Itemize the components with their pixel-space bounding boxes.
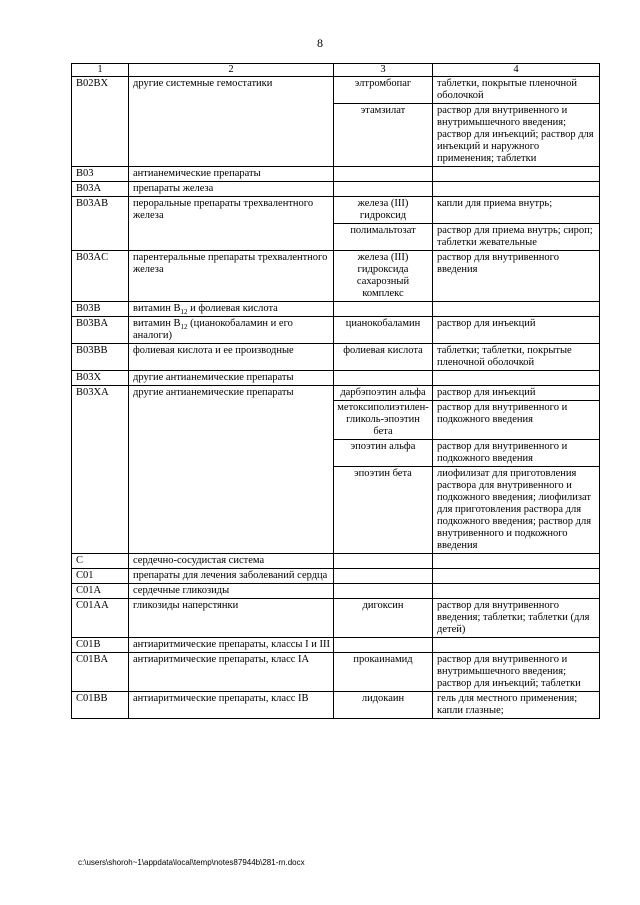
code-cell: C01B <box>72 638 129 653</box>
table-row <box>72 440 600 467</box>
table-row <box>72 344 600 371</box>
name-cell: фолиевая кислота и ее производные <box>129 344 334 371</box>
name-cell: антиаритмические препараты, классы I и III <box>129 638 334 653</box>
form-cell: раствор для внутривенного и подкожного введения <box>433 440 600 467</box>
code-cell: C01BA <box>72 653 129 692</box>
form-cell <box>433 371 600 386</box>
table-row <box>72 638 600 653</box>
drug-cell: железа (III) гидроксида сахарозный комплекс <box>334 251 433 302</box>
page-number: 8 <box>317 36 323 50</box>
drug-cell <box>334 554 433 569</box>
code-cell: C01 <box>72 569 129 584</box>
table-row <box>72 554 600 569</box>
form-cell: раствор для внутривенного и внутримышечного введения; раствор для инъекций; раствор для инъекций и наружного применения; таблетки <box>433 104 600 167</box>
drug-cell: элтромбопаг <box>334 77 433 104</box>
footer-file-path: c:\users\shoroh~1\appdata\local\temp\notes87944b\281-rn.docx <box>78 858 305 867</box>
table-row <box>72 653 600 692</box>
form-cell: таблетки, покрытые пленочной оболочкой <box>433 77 600 104</box>
form-cell: раствор для внутривенного и подкожного введения <box>433 401 600 440</box>
code-cell <box>72 104 129 167</box>
name-text: витамин B <box>133 318 181 329</box>
form-cell: таблетки; таблетки, покрытые пленочной оболочкой <box>433 344 600 371</box>
code-cell: B03AB <box>72 197 129 224</box>
table-header-row <box>72 64 600 77</box>
code-cell <box>72 224 129 251</box>
name-text: и фолиевая кислота <box>187 303 278 314</box>
table-row <box>72 167 600 182</box>
drug-cell: полимальтозат <box>334 224 433 251</box>
name-cell <box>129 440 334 467</box>
table-row <box>72 197 600 224</box>
code-cell: B03B <box>72 302 129 317</box>
drug-cell: прокаинамид <box>334 653 433 692</box>
table-row <box>72 692 600 719</box>
drug-cell: цианокобаламин <box>334 317 433 344</box>
code-cell <box>72 440 129 467</box>
table-row <box>72 401 600 440</box>
form-cell: раствор для внутривенного и внутримышечного введения; раствор для инъекций; таблетки <box>433 653 600 692</box>
name-cell: сердечные гликозиды <box>129 584 334 599</box>
drug-cell: этамзилат <box>334 104 433 167</box>
table-row <box>72 371 600 386</box>
table-row <box>72 569 600 584</box>
name-cell: препараты железа <box>129 182 334 197</box>
drug-cell: метоксиполиэтилен-гликоль-эпоэтин бета <box>334 401 433 440</box>
table-row <box>72 386 600 401</box>
drug-cell <box>334 167 433 182</box>
code-cell: B03AC <box>72 251 129 302</box>
name-cell <box>129 317 334 344</box>
name-cell: гликозиды наперстянки <box>129 599 334 638</box>
table-row <box>72 317 600 344</box>
name-subscript: 12 <box>180 323 188 332</box>
drug-cell: фолиевая кислота <box>334 344 433 371</box>
drug-table <box>71 63 600 719</box>
code-cell: C01A <box>72 584 129 599</box>
name-cell: другие системные гемостатики <box>129 77 334 104</box>
name-cell: парентеральные препараты трехвалентного железа <box>129 251 334 302</box>
form-cell: гель для местного применения; капли глазные; <box>433 692 600 719</box>
code-cell: B03BB <box>72 344 129 371</box>
name-cell <box>129 224 334 251</box>
drug-cell <box>334 584 433 599</box>
form-cell <box>433 569 600 584</box>
code-cell: B02BX <box>72 77 129 104</box>
drug-cell: лидокаин <box>334 692 433 719</box>
table-row <box>72 467 600 554</box>
form-cell: раствор для инъекций <box>433 386 600 401</box>
code-cell: B03A <box>72 182 129 197</box>
name-cell: пероральные препараты трехвалентного железа <box>129 197 334 224</box>
name-cell: препараты для лечения заболеваний сердца <box>129 569 334 584</box>
form-cell <box>433 182 600 197</box>
drug-cell: дарбэпоэтин альфа <box>334 386 433 401</box>
name-cell: другие антианемические препараты <box>129 371 334 386</box>
header-cell: 1 <box>72 64 129 77</box>
table-row <box>72 251 600 302</box>
name-subscript: 12 <box>180 308 188 317</box>
table-row <box>72 77 600 104</box>
name-cell: антиаритмические препараты, класс IA <box>129 653 334 692</box>
code-cell: B03BA <box>72 317 129 344</box>
drug-cell: железа (III) гидроксид <box>334 197 433 224</box>
form-cell: капли для приема внутрь; <box>433 197 600 224</box>
form-cell <box>433 302 600 317</box>
table-row <box>72 224 600 251</box>
name-cell <box>129 104 334 167</box>
name-cell: другие антианемические препараты <box>129 386 334 401</box>
name-cell: сердечно-сосудистая система <box>129 554 334 569</box>
drug-cell: эпоэтин альфа <box>334 440 433 467</box>
code-cell: B03XA <box>72 386 129 401</box>
form-cell <box>433 554 600 569</box>
form-cell: раствор для инъекций <box>433 317 600 344</box>
drug-cell <box>334 302 433 317</box>
code-cell <box>72 467 129 554</box>
code-cell: B03 <box>72 167 129 182</box>
form-cell: раствор для внутривенного введения <box>433 251 600 302</box>
name-cell <box>129 467 334 554</box>
drug-cell <box>334 182 433 197</box>
drug-cell: эпоэтин бета <box>334 467 433 554</box>
code-cell: C01BB <box>72 692 129 719</box>
code-cell: C <box>72 554 129 569</box>
code-cell: C01AA <box>72 599 129 638</box>
header-cell: 4 <box>433 64 600 77</box>
drug-cell <box>334 569 433 584</box>
header-cell: 3 <box>334 64 433 77</box>
table-row <box>72 584 600 599</box>
form-cell: раствор для приема внутрь; сироп; таблетки жевательные <box>433 224 600 251</box>
name-cell <box>129 302 334 317</box>
form-cell: раствор для внутривенного введения; таблетки; таблетки (для детей) <box>433 599 600 638</box>
name-text: витамин B <box>133 303 181 314</box>
name-cell <box>129 401 334 440</box>
name-cell: антиаритмические препараты, класс IB <box>129 692 334 719</box>
code-cell <box>72 401 129 440</box>
drug-cell <box>334 638 433 653</box>
form-cell <box>433 584 600 599</box>
form-cell <box>433 638 600 653</box>
drug-cell: дигоксин <box>334 599 433 638</box>
form-cell: лиофилизат для приготовления раствора для внутривенного и подкожного введения; лиофилизат для приготовления раствора для подкожного введения; раствор для внутривенного и подкожного введения <box>433 467 600 554</box>
table-row <box>72 302 600 317</box>
header-cell: 2 <box>129 64 334 77</box>
table-row <box>72 182 600 197</box>
drug-cell <box>334 371 433 386</box>
form-cell <box>433 167 600 182</box>
table-row <box>72 599 600 638</box>
name-cell: антианемические препараты <box>129 167 334 182</box>
code-cell: B03X <box>72 371 129 386</box>
name-text: (цианокобаламин и его аналоги) <box>133 318 293 341</box>
table-row <box>72 104 600 167</box>
